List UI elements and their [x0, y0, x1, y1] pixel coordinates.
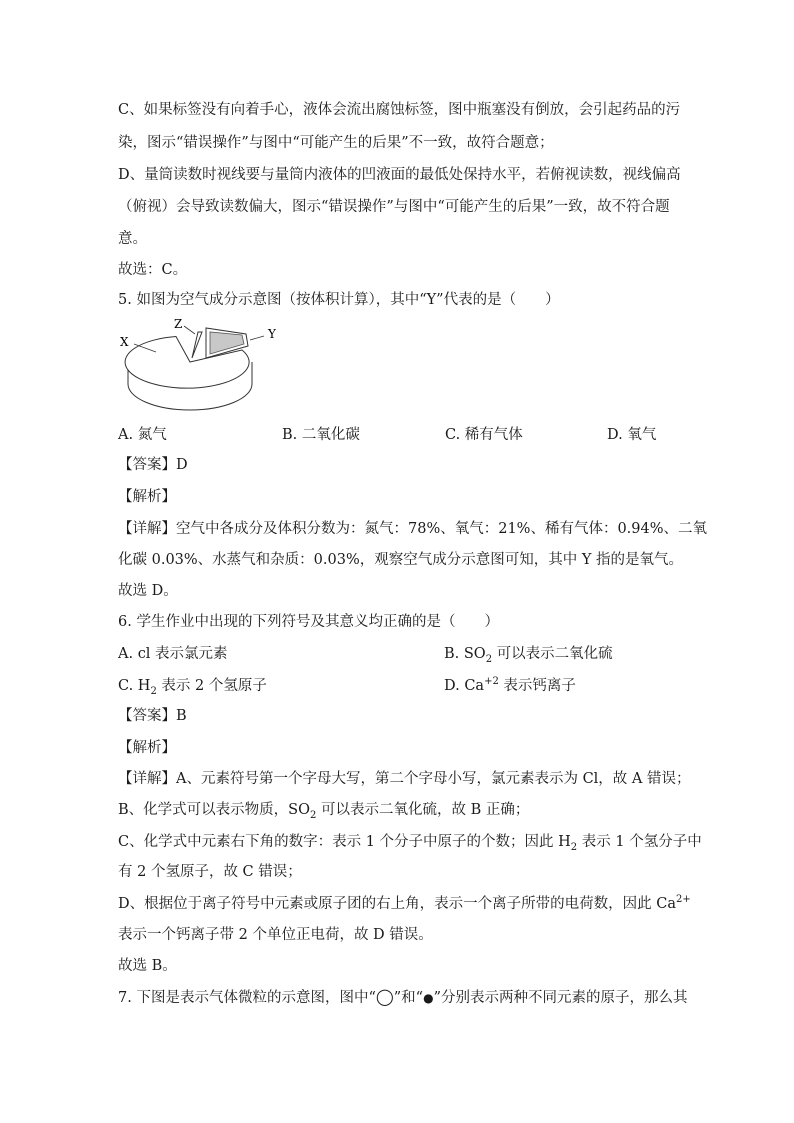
leader-z: [184, 326, 195, 334]
q6-option-d-pre: D. Ca: [444, 678, 485, 694]
q6-option-c-sub: 2: [150, 685, 157, 697]
q6-option-c-pre: C. H: [118, 678, 151, 694]
q5-detail-line-1: 【详解】空气中各成分及体积分数为：氮气：78%、氧气：21%、稀有气体：0.94%、二氧: [118, 521, 708, 537]
q6-detail-d-sup: 2+: [675, 894, 691, 906]
q6-option-d-post: 表示钙离子: [498, 678, 576, 694]
q6-detail-c-line-1: [118, 832, 702, 853]
label-z: Z: [174, 317, 183, 331]
q6-detail-d-pre: D、根据位于离子符号中元素或原子团的右上角，表示一个离子所带的电荷数，因此 Ca: [118, 896, 676, 912]
q4-option-d-line-3: 意。: [118, 231, 147, 247]
q6-option-c: [118, 676, 267, 696]
q6-option-d-sup: +2: [484, 676, 499, 688]
q6-detail-b-post: 可以表示二氧化硫，故 B 正确；: [316, 802, 530, 818]
q6-option-d: [444, 676, 576, 696]
q6-analysis-heading: 【解析】: [118, 740, 176, 756]
q6-detail-c-sub: 2: [570, 841, 578, 853]
q6-option-a: A. cl 表示氯元素: [118, 646, 228, 662]
q4-option-c-line-2: 染，图示“错误操作”与图中“可能产生的后果”不一致，故符合题意；: [118, 135, 554, 151]
q5-select: 故选 D。: [118, 583, 178, 599]
q5-option-c: C. 稀有气体: [445, 427, 523, 443]
q4-option-d-line-1: D、量筒读数时视线要与量筒内液体的凹液面的最低处保持水平，若俯视读数，视线偏高: [118, 167, 681, 183]
q6-detail-b-pre: B、化学式可以表示物质，SO: [118, 802, 310, 818]
q5-analysis-heading: 【解析】: [118, 489, 176, 505]
q6-option-c-post: 表示 2 个氢原子: [156, 678, 267, 694]
q6-detail-c-line-2: 有 2 个氢原子，故 C 错误；: [118, 864, 302, 880]
hollow-circle-icon: ◯: [375, 987, 394, 1006]
q5-option-d: D. 氧气: [607, 427, 657, 443]
q6-option-b-pre: B. SO: [444, 646, 486, 662]
q6-stem: 6. 学生作业中出现的下列符号及其意义均正确的是（ ）: [118, 614, 499, 630]
q4-option-d-line-2: （俯视）会导致读数偏大，图示“错误操作”与图中“可能产生的后果”一致，故不符合题: [118, 199, 670, 215]
solid-circle-icon: ●: [423, 991, 434, 1005]
q6-detail-c-pre: C、化学式中元素右下角的数字：表示 1 个分子中原子的个数；因此 H: [118, 834, 571, 850]
q6-option-b-sub: 2: [485, 653, 493, 665]
q6-detail-d-line-1: [118, 894, 691, 914]
label-x: X: [120, 335, 129, 349]
q5-stem: 5. 如图为空气成分示意图（按体积计算），其中“Y”代表的是（ ）: [118, 292, 560, 308]
q6-detail-c-post: 表示 1 个氢分子中: [577, 834, 702, 850]
q5-option-b: B. 二氧化碳: [282, 427, 360, 443]
q5-detail-line-2: 化碳 0.03%、水蒸气和杂质：0.03%，观察空气成分示意图可知，其中 Y 指的是氧气。: [118, 552, 684, 568]
q5-option-a: A. 氮气: [118, 427, 167, 443]
q6-detail-b: [118, 800, 678, 820]
q6-select: 故选 B。: [118, 958, 177, 974]
q6-option-b-post: 可以表示二氧化硫: [492, 646, 613, 662]
q6-option-b: [444, 644, 613, 664]
q7-stem: [118, 987, 688, 1008]
q7-stem-mid: ”和“: [393, 990, 424, 1006]
q6-detail-d-line-2: 表示一个钙离子带 2 个单位正电荷，故 D 错误。: [118, 927, 433, 943]
q5-answer: 【答案】D: [118, 457, 188, 473]
label-y: Y: [268, 327, 276, 341]
air-composition-pie-chart: [118, 316, 288, 416]
q6-detail-b-sub: 2: [309, 809, 317, 821]
leader-y: [250, 336, 264, 340]
q6-answer: 【答案】B: [118, 708, 187, 724]
q6-detail-a: 【详解】A、元素符号第一个字母大写，第二个字母小写，氯元素表示为 Cl，故 A 错误；: [118, 771, 691, 787]
q4-select: 故选：C。: [118, 262, 188, 278]
slice-z: [192, 332, 202, 358]
q7-stem-pre: 7. 下图是表示气体微粒的示意图，图中“: [118, 990, 376, 1006]
q7-stem-post: ”分别表示两种不同元素的原子，那么其: [433, 990, 688, 1006]
q4-option-c-line-1: C、如果标签没有向着手心，液体会流出腐蚀标签，图中瓶塞没有倒放，会引起药品的污: [118, 102, 681, 118]
